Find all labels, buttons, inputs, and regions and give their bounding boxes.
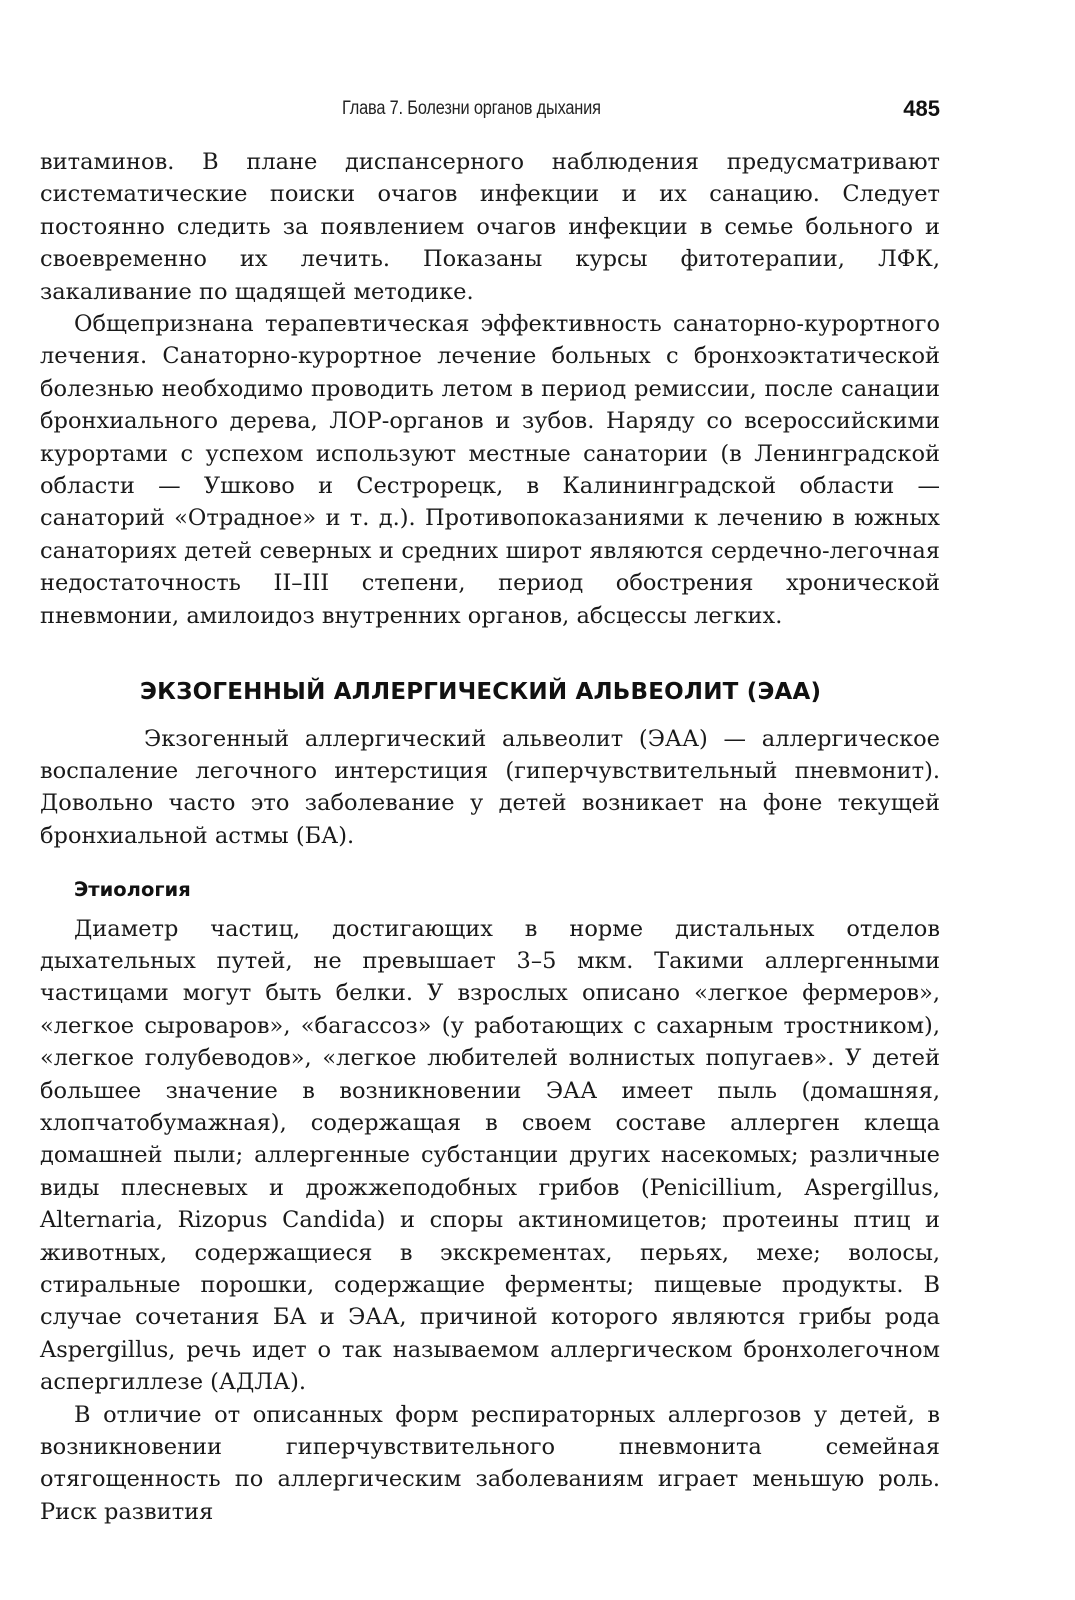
chapter-title: Глава 7. Болезни органов дыхания bbox=[342, 98, 601, 119]
paragraph-risk: В отличие от описанных форм респираторных аллергозов у детей, в возникновении гиперчувствительного пневмонита семейная отягощенность по аллергическим заболеваниям играет меньшую роль. Риск развития bbox=[40, 1401, 940, 1525]
paragraph-continued: витаминов. В плане диспансерного наблюдения предусматривают систематические поиски очагов инфекции и их санацию. Следует постоянно следить за появлением очагов инфекции в семье больного и своевременно их лечить. Показаны курсы фитотерапии, ЛФК, закаливание по щадящей методике. bbox=[40, 149, 940, 305]
running-header bbox=[40, 96, 940, 126]
body-text bbox=[40, 146, 940, 1528]
page-number: 485 bbox=[903, 96, 940, 121]
section-intro-paragraph: Экзогенный аллергический альвеолит (ЭАА) — аллергическое воспаление легочного интерстиция (гиперчувствительный пневмонит). Довольно часто это заболевание у детей возникает на фоне текущей бронхиальной астмы (БА). bbox=[40, 725, 940, 849]
paragraph-sanatorium: Общепризнана терапевтическая эффективность санаторно-курортного лечения. Санаторно-курортное лечение больных с бронхоэктатической болезнью необходимо проводить летом в период ремиссии, после санации бронхиального дерева, ЛОР-органов и зубов. Наряду со всероссийскими курортами с успехом используют местные санатории (в Ленинградской области — Ушково и Сестрорецк, в Калининградской области — санаторий «Отрадное» и т. д.). Противопоказаниями к лечению в южных санаториях детей северных и средних широт являются сердечно-легочная недостаточность II–III степени, период обострения хронической пневмонии, амилоидоз внутренних органов, абсцессы легких. bbox=[40, 311, 940, 629]
section-heading: ЭКЗОГЕННЫЙ АЛЛЕРГИЧЕСКИЙ АЛЬВЕОЛИТ (ЭАА) bbox=[140, 679, 822, 706]
paragraph-etiology: Диаметр частиц, достигающих в норме дистальных отделов дыхательных путей, не превышает 3–5 мкм. Такими аллергенными частицами могут быть белки. У взрослых описано «легкое фермеров», «легкое сыроваров», «багассоз» (у работающих с сахарным тростником), «легкое голубеводов», «легкое любителей волнистых попугаев». У детей большее значение в возникновении ЭАА имеет пыль (домашняя, хлопчатобумажная), содержащая в своем составе аллерген клеща домашней пыли; аллергенные субстанции других насекомых; различные виды плесневых и дрожжеподобных грибов (Penicillium, Aspergillus, Alternaria, Rizopus Candida) и споры актиномицетов; протеины птиц и животных, содержащиеся в экскрементах, перьях, мехе; волосы, стиральные порошки, содержащие ферменты; пищевые продукты. В случае сочетания БА и ЭАА, причиной которого являются грибы рода Aspergillus, речь идет о так называемом аллергическом бронхолегочном аспергиллезе (АДЛА). bbox=[40, 915, 940, 1396]
subheading-etiology: Этиология bbox=[74, 878, 191, 902]
